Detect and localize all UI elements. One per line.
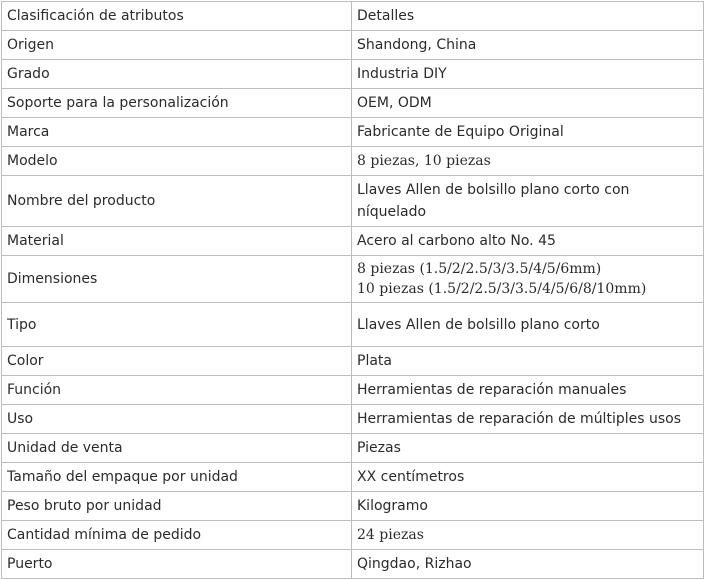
table-row xyxy=(2,227,704,256)
table-row xyxy=(2,463,704,492)
detail-line: níquelado xyxy=(357,204,427,220)
detail-cell: Industria DIY xyxy=(352,60,704,89)
attribute-cell: Color xyxy=(2,347,352,376)
table-row xyxy=(2,492,704,521)
attribute-cell: Función xyxy=(2,376,352,405)
product-spec-table xyxy=(1,1,704,579)
table-header-row xyxy=(2,2,704,31)
attribute-cell: Peso bruto por unidad xyxy=(2,492,352,521)
detail-cell: Acero al carbono alto No. 45 xyxy=(352,227,704,256)
attribute-cell: Uso xyxy=(2,405,352,434)
detail-cell: Llaves Allen de bolsillo plano corto xyxy=(352,303,704,347)
attribute-cell: Modelo xyxy=(2,147,352,176)
table-row xyxy=(2,89,704,118)
detail-line: 8 piezas (1.5/2/2.5/3/3.5/4/5/6mm) xyxy=(357,261,602,277)
detail-cell: Qingdao, Rizhao xyxy=(352,550,704,579)
detail-cell: Piezas xyxy=(352,434,704,463)
detail-cell: Fabricante de Equipo Original xyxy=(352,118,704,147)
detail-cell: 24 piezas xyxy=(352,521,704,550)
attribute-cell: Material xyxy=(2,227,352,256)
detail-cell: OEM, ODM xyxy=(352,89,704,118)
table-row xyxy=(2,147,704,176)
table-row xyxy=(2,521,704,550)
detail-cell: XX centímetros xyxy=(352,463,704,492)
table-row xyxy=(2,550,704,579)
table-row xyxy=(2,303,704,347)
attribute-cell: Unidad de venta xyxy=(2,434,352,463)
attribute-cell: Soporte para la personalización xyxy=(2,89,352,118)
detail-line: Llaves Allen de bolsillo plano corto con xyxy=(357,182,630,198)
attribute-cell: Grado xyxy=(2,60,352,89)
header-attribute-cell: Clasificación de atributos xyxy=(2,2,352,31)
attribute-cell: Tamaño del empaque por unidad xyxy=(2,463,352,492)
detail-cell: Shandong, China xyxy=(352,31,704,60)
attribute-cell: Cantidad mínima de pedido xyxy=(2,521,352,550)
attribute-cell: Origen xyxy=(2,31,352,60)
detail-cell: Herramientas de reparación manuales xyxy=(352,376,704,405)
attribute-cell: Nombre del producto xyxy=(2,176,352,227)
detail-cell: Herramientas de reparación de múltiples usos xyxy=(352,405,704,434)
table-row xyxy=(2,118,704,147)
table-row xyxy=(2,405,704,434)
attribute-cell: Tipo xyxy=(2,303,352,347)
detail-cell: 8 piezas, 10 piezas xyxy=(352,147,704,176)
table-row xyxy=(2,347,704,376)
table-row xyxy=(2,256,704,303)
detail-cell: Plata xyxy=(352,347,704,376)
table-row xyxy=(2,31,704,60)
table-row xyxy=(2,176,704,227)
detail-line: 10 piezas (1.5/2/2.5/3/3.5/4/5/6/8/10mm) xyxy=(357,281,647,297)
attribute-cell: Puerto xyxy=(2,550,352,579)
detail-cell xyxy=(352,176,704,227)
header-detail-cell: Detalles xyxy=(352,2,704,31)
detail-cell: Kilogramo xyxy=(352,492,704,521)
attribute-cell: Marca xyxy=(2,118,352,147)
table-row xyxy=(2,376,704,405)
attribute-cell: Dimensiones xyxy=(2,256,352,303)
table-row xyxy=(2,60,704,89)
detail-cell xyxy=(352,256,704,303)
table-row xyxy=(2,434,704,463)
